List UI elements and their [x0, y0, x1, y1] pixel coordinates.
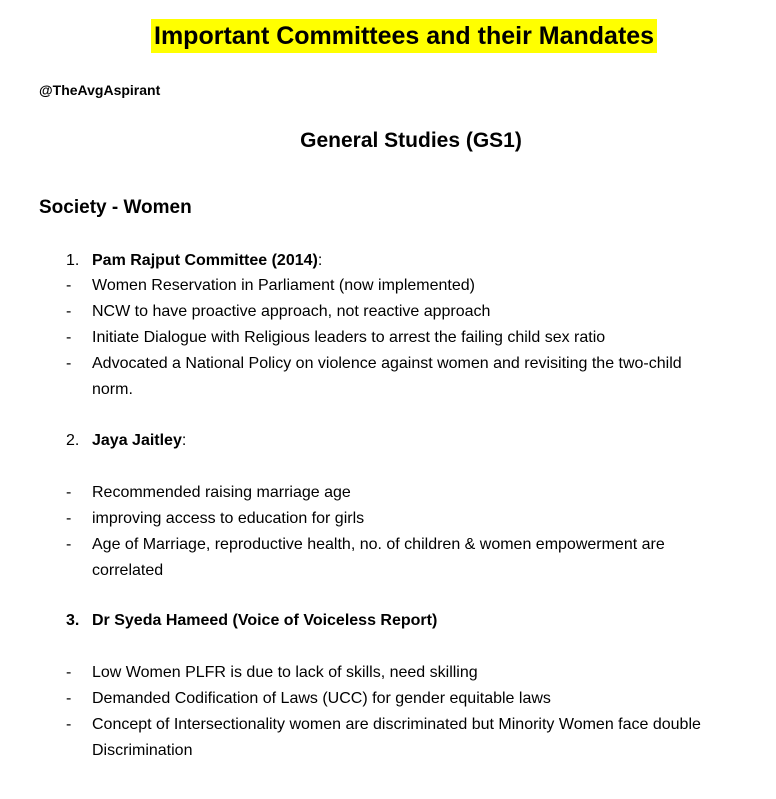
bullet-dash: - — [66, 536, 72, 553]
list-item-text: Women Reservation in Parliament (now implemented) — [92, 277, 475, 294]
committee-heading — [66, 250, 322, 272]
bullet-dash: - — [66, 355, 72, 372]
list-item-text: improving access to education for girls — [92, 510, 365, 527]
bullet-dash: - — [66, 664, 72, 681]
committee-name: Dr Syeda Hameed (Voice of Voiceless Report) — [92, 612, 438, 629]
list-item-text: Low Women PLFR is due to lack of skills, need skilling — [92, 664, 478, 681]
bullet-dash: - — [66, 484, 72, 501]
list-item-text: Recommended raising marriage age — [92, 484, 351, 501]
committee-number: 3. — [66, 612, 80, 629]
committee-suffix: : — [181, 432, 187, 449]
list-item-text: Initiate Dialogue with Religious leaders to arrest the failing child sex ratio — [92, 329, 606, 346]
section-heading: Society - Women — [39, 197, 192, 218]
committee-heading — [66, 430, 186, 452]
author-handle: @TheAvgAspirant — [39, 82, 161, 98]
list-item-text: Age of Marriage, reproductive health, no. of children & women empowerment are correlated — [92, 536, 665, 579]
committee-suffix: : — [317, 252, 323, 269]
committee-heading — [66, 610, 437, 632]
bullet-dash: - — [66, 303, 72, 320]
paper-heading: General Studies (GS1) — [300, 129, 522, 152]
list-item-text: Concept of Intersectionality women are discriminated but Minority Women face double Discrimination — [92, 716, 701, 759]
list-item-text: Demanded Codification of Laws (UCC) for gender equitable laws — [92, 690, 551, 707]
bullet-dash: - — [66, 329, 72, 346]
bullet-dash: - — [66, 690, 72, 707]
committee-name: Jaya Jaitley — [92, 432, 182, 449]
committee-name: Pam Rajput Committee (2014) — [92, 252, 318, 269]
list-item-text: Advocated a National Policy on violence against women and revisiting the two-child norm. — [92, 355, 682, 398]
bullet-dash: - — [66, 510, 72, 527]
document-title: Important Committees and their Mandates — [151, 19, 657, 53]
bullet-dash: - — [66, 716, 72, 733]
committee-number: 2. — [66, 432, 80, 449]
list-item-text: NCW to have proactive approach, not reactive approach — [92, 303, 491, 320]
committee-number: 1. — [66, 252, 80, 269]
bullet-dash: - — [66, 277, 72, 294]
